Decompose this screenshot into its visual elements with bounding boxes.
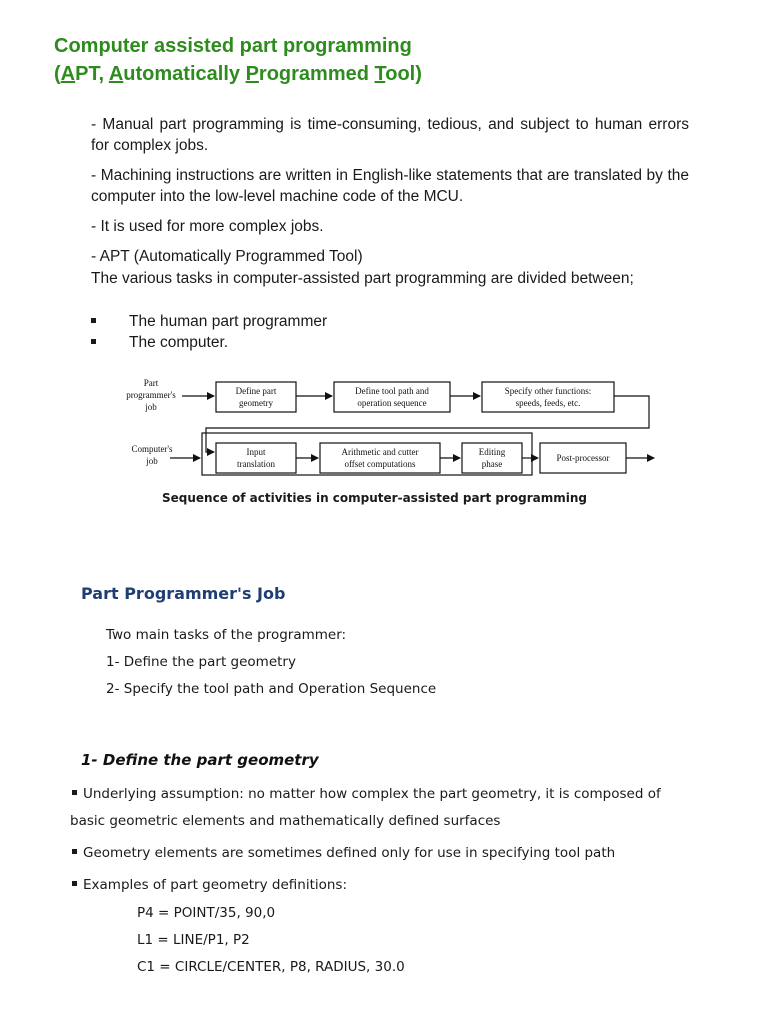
bullet-text: Geometry elements are sometimes defined only for use in specifying tool path: [83, 845, 616, 861]
box-label: speeds, feeds, etc.: [515, 398, 581, 408]
box-label: Post-processor: [556, 453, 610, 463]
title-underlined-letter: T: [374, 63, 386, 85]
box-label: offset computations: [344, 459, 416, 469]
title-part: PT,: [75, 63, 109, 85]
intro-bullet: [91, 311, 327, 332]
box-label: Input: [246, 447, 266, 457]
row-2-label-line: Computer's: [131, 444, 173, 454]
box-label: Specify other functions:: [504, 386, 592, 396]
square-bullet-icon: [72, 881, 77, 886]
square-bullet-icon: [91, 318, 96, 323]
bullet-text: Underlying assumption: no matter how complex the part geometry, it is composed of: [83, 786, 661, 802]
box-label: Define tool path and: [355, 386, 429, 396]
box-label: Arithmetic and cutter: [341, 447, 419, 457]
geometry-example: P4 = POINT/35, 90,0: [137, 905, 276, 921]
process-box-arithmetic: [320, 443, 440, 473]
box-label: phase: [481, 459, 503, 469]
row-2-label-line: job: [146, 456, 158, 466]
title-underlined-letter: A: [108, 63, 124, 85]
bullet-text: Examples of part geometry definitions:: [83, 877, 348, 893]
title-part: utomatically: [123, 63, 246, 85]
task-list-item: 2- Specify the tool path and Operation Sequence: [106, 681, 437, 697]
square-bullet-icon: [72, 849, 77, 854]
box-label: geometry: [239, 398, 273, 408]
intro-paragraph-4-line-2: The various tasks in computer-assisted part programming are divided between;: [91, 270, 634, 287]
geometry-bullet-continuation: basic geometric elements and mathematically defined surfaces: [70, 813, 501, 829]
row-1-label-line: Part: [143, 378, 159, 388]
task-list-item: 1- Define the part geometry: [106, 654, 296, 670]
section-heading-part-programmers-job: Part Programmer's Job: [81, 584, 286, 603]
square-bullet-icon: [72, 790, 77, 795]
geometry-example: L1 = LINE/P1, P2: [137, 932, 250, 948]
diagram-caption: Sequence of activities in computer-assisted part programming: [162, 491, 587, 505]
title-part: (: [54, 63, 61, 85]
section-heading-define-geometry: 1- Define the part geometry: [81, 751, 319, 769]
row-2-label: [131, 444, 173, 466]
title-part: ool): [385, 63, 422, 85]
process-box-input-translation: [216, 443, 296, 473]
section-intro-text: Two main tasks of the programmer:: [106, 627, 347, 643]
process-box-post-processor: [540, 443, 626, 473]
square-bullet-icon: [91, 339, 96, 344]
intro-paragraph-2: - Machining instructions are written in English-like statements that are translated by the computer into the low-level machine code of the MCU.: [91, 167, 689, 205]
row-1-label-line: job: [145, 402, 157, 412]
title-line-1: Computer assisted part programming: [54, 35, 412, 57]
box-label: operation sequence: [357, 398, 427, 408]
intro-paragraph-4-line-1: - APT (Automatically Programmed Tool): [91, 248, 363, 265]
intro-paragraph-1: - Manual part programming is time-consuming, tedious, and subject to human errors for complex jobs.: [91, 116, 689, 154]
process-box-define-tool-path: [334, 382, 450, 412]
bullet-text: The human part programmer: [129, 313, 328, 330]
process-box-specify-functions: [482, 382, 614, 412]
geometry-bullet: [70, 845, 615, 861]
intro-bullet: [91, 332, 228, 353]
geometry-bullet: [70, 877, 347, 893]
page-title: [54, 32, 422, 88]
title-part: rogrammed: [258, 63, 375, 85]
process-flow-diagram: [0, 370, 768, 480]
geometry-bullet: [70, 786, 661, 802]
intro-paragraph-3: - It is used for more complex jobs.: [91, 218, 324, 235]
box-label: Editing: [478, 447, 506, 457]
bullet-text: The computer.: [129, 334, 229, 351]
row-1-label-line: programmer's: [126, 390, 176, 400]
box-label: Define part: [235, 386, 277, 396]
process-box-editing: [462, 443, 522, 473]
title-underlined-letter: A: [60, 63, 76, 85]
title-underlined-letter: P: [245, 63, 259, 85]
box-label: translation: [237, 459, 275, 469]
process-box-define-geometry: [216, 382, 296, 412]
geometry-example: C1 = CIRCLE/CENTER, P8, RADIUS, 30.0: [137, 959, 405, 975]
row-1-label: [126, 378, 176, 412]
